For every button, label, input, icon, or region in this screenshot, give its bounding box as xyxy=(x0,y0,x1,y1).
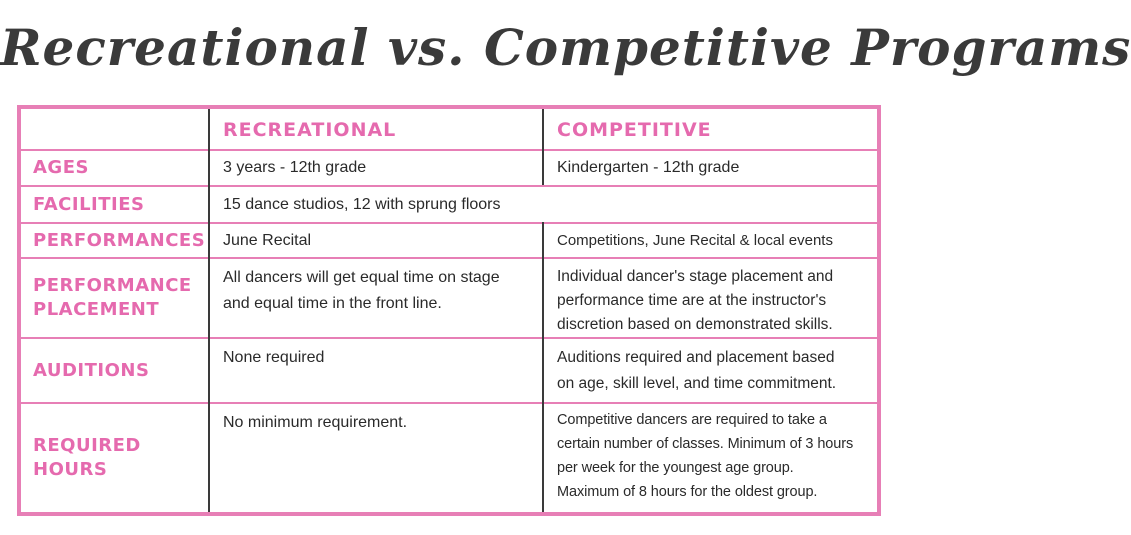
ages-competitive: Kindergarten - 12th grade xyxy=(557,159,740,176)
text-line: Competitive dancers are required to take a xyxy=(557,412,827,428)
label-line: PERFORMANCE xyxy=(33,275,192,296)
hours-competitive xyxy=(544,404,877,512)
text-line: and equal time in the front line. xyxy=(223,295,442,312)
performances-recreational: June Recital xyxy=(223,231,312,249)
row-label-performances: PERFORMANCES xyxy=(33,229,206,251)
performances-competitive: Competitions, June Recital & local events xyxy=(557,231,833,249)
text-line: on age, skill level, and time commitment. xyxy=(557,375,837,392)
auditions-recreational: None required xyxy=(223,349,325,366)
text-line: Individual dancer's stage placement and xyxy=(557,268,834,285)
row-label-auditions: AUDITIONS xyxy=(33,359,150,381)
text-line: discretion based on demonstrated skills. xyxy=(557,316,833,333)
row-label-ages: AGES xyxy=(33,157,89,178)
column-header-competitive: COMPETITIVE xyxy=(557,119,712,141)
text-line: All dancers will get equal time on stage xyxy=(223,269,500,286)
column-header-recreational: RECREATIONAL xyxy=(223,119,397,141)
row-label-facilities: FACILITIES xyxy=(33,193,145,215)
page-title: Recreational vs. Competitive Programs xyxy=(0,18,1131,77)
row-label-performance-placement xyxy=(21,259,208,337)
auditions-competitive xyxy=(544,339,877,402)
label-line: REQUIRED xyxy=(33,435,141,456)
hours-recreational: No minimum requirement. xyxy=(223,414,408,431)
label-line: PLACEMENT xyxy=(33,299,160,320)
label-line: HOURS xyxy=(33,459,108,480)
text-line: per week for the youngest age group. xyxy=(557,460,794,476)
text-line: Maximum of 8 hours for the oldest group. xyxy=(557,484,818,500)
row-label-required-hours xyxy=(21,404,208,512)
facilities-shared: 15 dance studios, 12 with sprung floors xyxy=(223,195,501,213)
text-line: certain number of classes. Minimum of 3 hours xyxy=(557,436,854,452)
placement-competitive xyxy=(544,259,877,337)
comparison-table xyxy=(17,105,881,516)
text-line: Auditions required and placement based xyxy=(557,349,835,366)
ages-recreational: 3 years - 12th grade xyxy=(223,159,367,176)
text-line: performance time are at the instructor's xyxy=(557,292,827,309)
placement-recreational xyxy=(210,259,542,337)
